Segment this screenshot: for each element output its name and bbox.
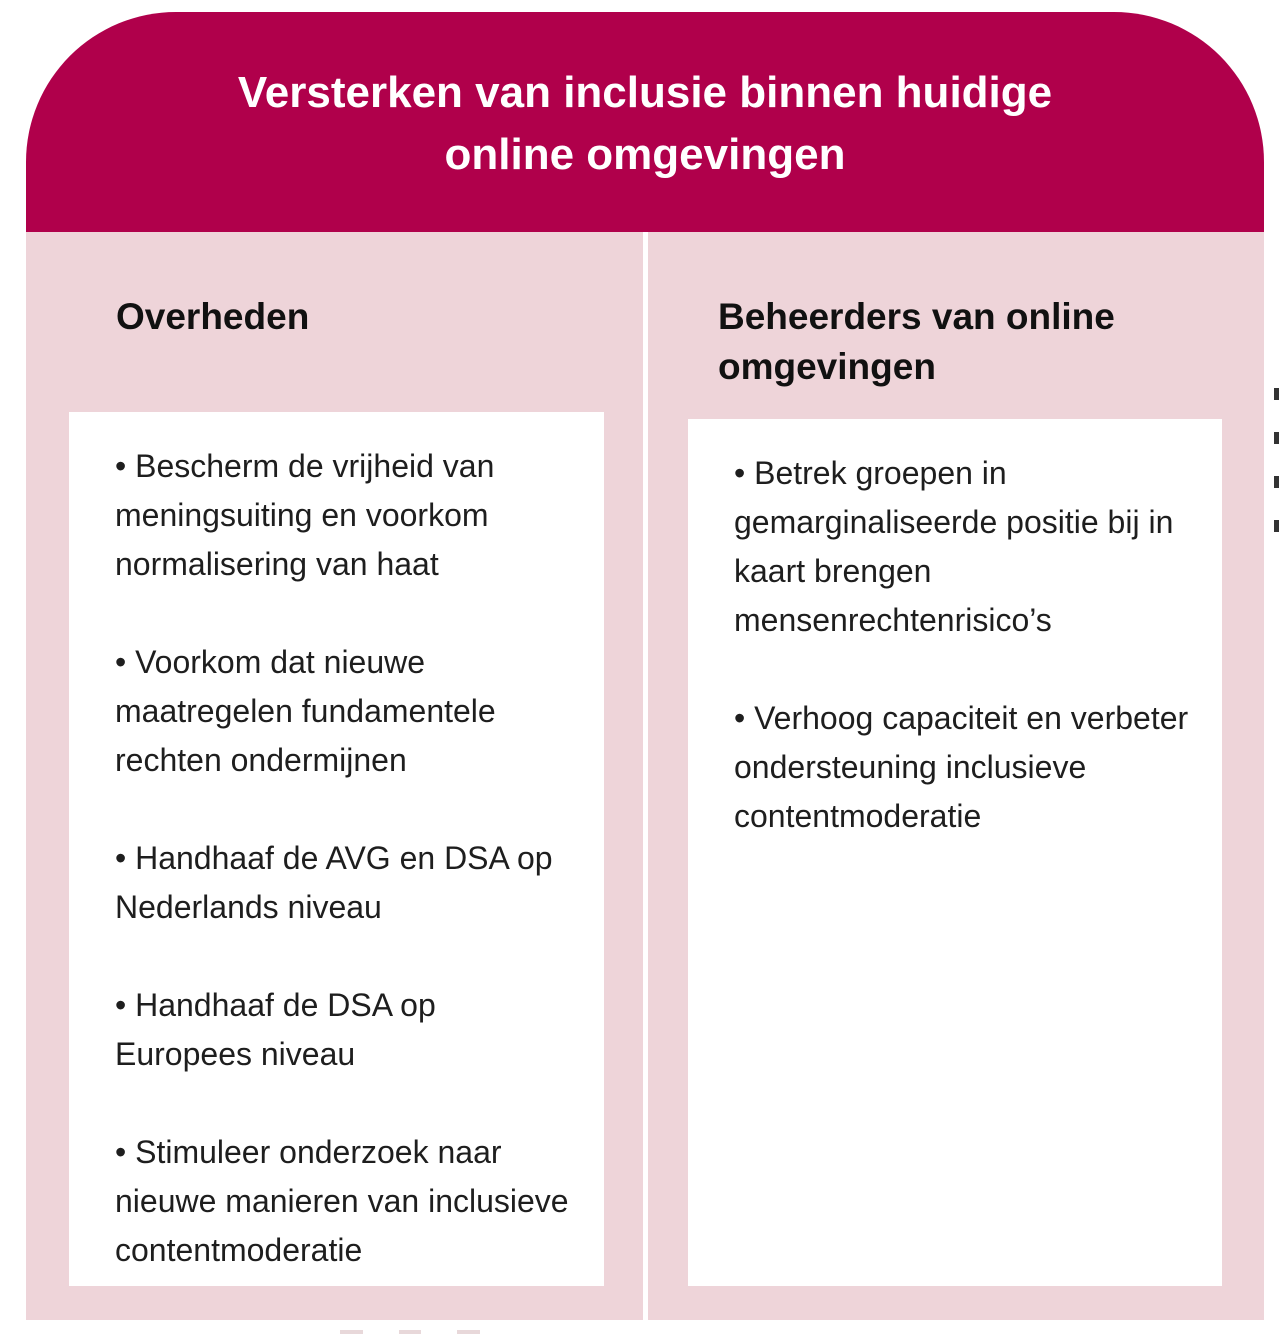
columns-area <box>26 232 1264 1320</box>
header-banner <box>26 12 1264 232</box>
page-title: Versterken van inclusie binnen huidige online omgevingen <box>237 68 1053 179</box>
list-item: • Verhoog capaciteit en verbeter ondersteuning inclusieve contentmoderatie <box>734 694 1192 841</box>
list-item: • Stimuleer onderzoek naar nieuwe manieren van inclusieve contentmoderatie <box>115 1128 574 1275</box>
column-heading-beheerders: Beheerders van online omgevingen <box>718 296 1115 387</box>
list-item: • Handhaaf de AVG en DSA op Nederlands niveau <box>115 834 574 932</box>
edge-mark <box>399 1330 422 1334</box>
list-item: • Bescherm de vrijheid van meningsuiting en voorkom normalisering van haat <box>115 442 574 589</box>
page-edge-marks-bottom <box>340 1330 480 1337</box>
recommendations-card-beheerders <box>688 419 1222 1286</box>
edge-mark <box>1274 520 1279 532</box>
edge-mark <box>1274 432 1279 444</box>
recommendations-card-overheden <box>69 412 604 1286</box>
list-item: • Betrek groepen in gemarginaliseerde positie bij in kaart brengen mensenrechtenrisico’s <box>734 449 1192 645</box>
infographic-panel <box>26 12 1264 1320</box>
column-heading-overheden: Overheden <box>116 296 310 337</box>
list-item: • Handhaaf de DSA op Europees niveau <box>115 981 574 1079</box>
edge-mark <box>1274 476 1279 488</box>
page-edge-marks-right <box>1274 388 1280 548</box>
edge-mark <box>1274 388 1279 400</box>
list-item: • Voorkom dat nieuwe maatregelen fundamentele rechten ondermijnen <box>115 638 574 785</box>
edge-mark <box>340 1330 363 1334</box>
column-divider <box>643 232 648 1320</box>
edge-mark <box>457 1330 480 1334</box>
